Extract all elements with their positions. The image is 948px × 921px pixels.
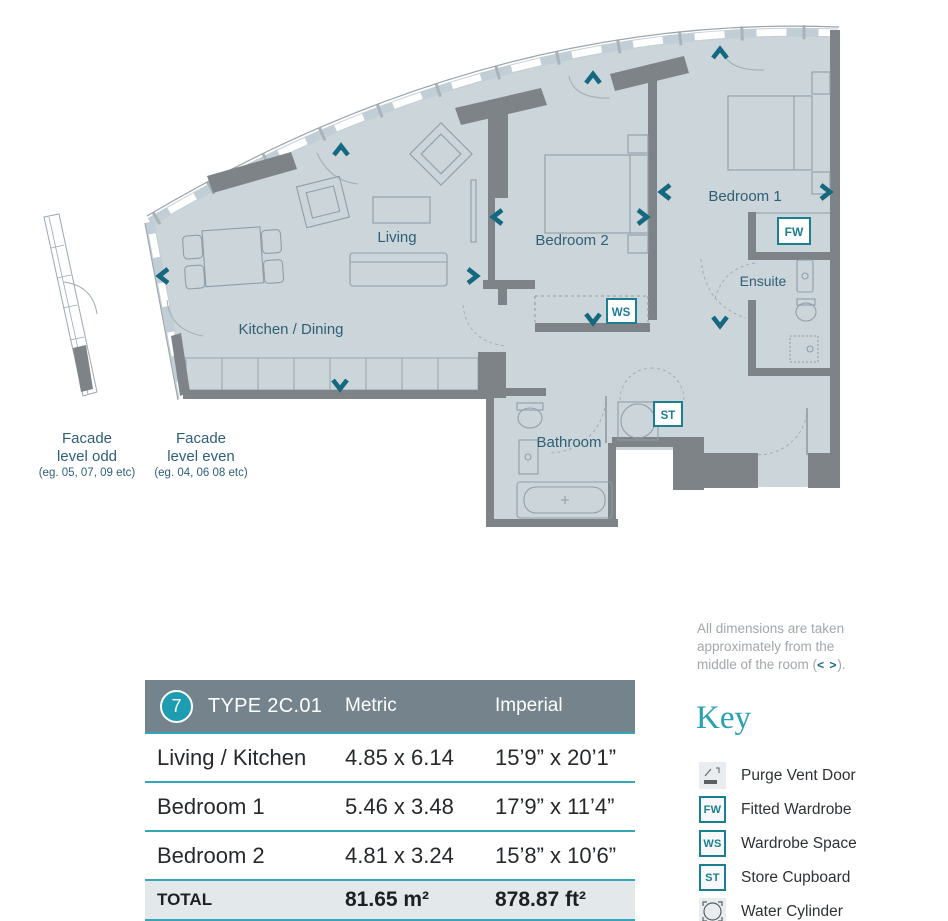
- label-kitchen: Kitchen / Dining: [238, 321, 344, 338]
- imperial-value: 15’8” x 10’6”: [495, 842, 617, 868]
- legend-item-store-cupboard: [699, 864, 857, 891]
- dimensions-note-text: All dimensions are taken approximately from the middle of the room (: [697, 621, 845, 672]
- col-header-imperial: Imperial: [495, 695, 563, 716]
- key-title: Key: [696, 700, 751, 736]
- purge-vent-door-icon: [699, 762, 726, 789]
- facade-odd-line1: Facade: [61, 430, 113, 447]
- legend-label: Water Cylinder: [741, 902, 843, 920]
- legend-item-fitted-wardrobe: [699, 796, 857, 823]
- legend-item-wardrobe-space: [699, 830, 857, 857]
- room-name: Bedroom 1: [157, 793, 265, 819]
- legend-item-water-cylinder: [699, 898, 857, 921]
- imperial-value: 17’9” x 11’4”: [495, 793, 615, 819]
- legend-label: Purge Vent Door: [741, 766, 856, 784]
- imperial-value: 15’9” x 20’1”: [495, 744, 617, 770]
- legend-label: Fitted Wardrobe: [741, 800, 852, 818]
- table-header: [145, 680, 635, 734]
- note-suffix: ).: [837, 656, 846, 672]
- total-label: TOTAL: [157, 890, 213, 909]
- legend-label: Store Cupboard: [741, 868, 851, 886]
- legend-item-purge-vent-door: [699, 762, 857, 789]
- total-imperial: 878.87 ft²: [495, 888, 587, 911]
- table-total-row: [145, 881, 635, 921]
- fitted-wardrobe-icon: FW: [699, 796, 726, 823]
- label-living: Living: [377, 229, 417, 246]
- metric-value: 4.81 x 3.24: [345, 842, 454, 868]
- facade-even-line1: Facade: [175, 430, 227, 447]
- ws-badge: WS: [611, 307, 631, 319]
- room-name: Living / Kitchen: [157, 744, 307, 770]
- facade-odd-line3: (eg. 05, 07, 09 etc): [38, 467, 136, 479]
- facade-even-line2: level even: [167, 448, 235, 465]
- wardrobe-space-icon: WS: [699, 830, 726, 857]
- total-metric: 81.65 m²: [345, 888, 430, 911]
- water-cylinder-icon: [699, 898, 726, 921]
- table-row: [145, 734, 635, 783]
- dimensions-note: [697, 620, 861, 673]
- store-cupboard-icon: ST: [699, 864, 726, 891]
- metric-value: 5.46 x 3.48: [345, 793, 454, 819]
- label-bedroom2: Bedroom 2: [535, 232, 609, 249]
- col-header-metric: Metric: [345, 695, 397, 716]
- room-name: Bedroom 2: [157, 842, 265, 868]
- facade-odd-strip: [44, 214, 97, 396]
- label-bedroom1: Bedroom 1: [708, 188, 782, 205]
- metric-value: 4.85 x 6.14: [345, 744, 454, 770]
- dimensions-table: [145, 680, 635, 921]
- table-row: [145, 832, 635, 881]
- table-row: [145, 783, 635, 832]
- note-arrows: < >: [817, 657, 838, 672]
- facade-captions: [39, 430, 248, 479]
- fw-badge: FW: [784, 225, 804, 239]
- label-bathroom: Bathroom: [536, 434, 602, 451]
- facade-even-line3: (eg. 04, 06 08 etc): [154, 467, 248, 479]
- label-ensuite: Ensuite: [739, 273, 787, 289]
- legend-label: Wardrobe Space: [741, 834, 857, 852]
- unit-number-badge: 7: [160, 690, 193, 723]
- unit-type-title: TYPE 2C.01: [208, 694, 323, 717]
- key-legend: [699, 762, 857, 921]
- facade-odd-line2: level odd: [56, 448, 118, 465]
- st-badge: ST: [660, 410, 676, 422]
